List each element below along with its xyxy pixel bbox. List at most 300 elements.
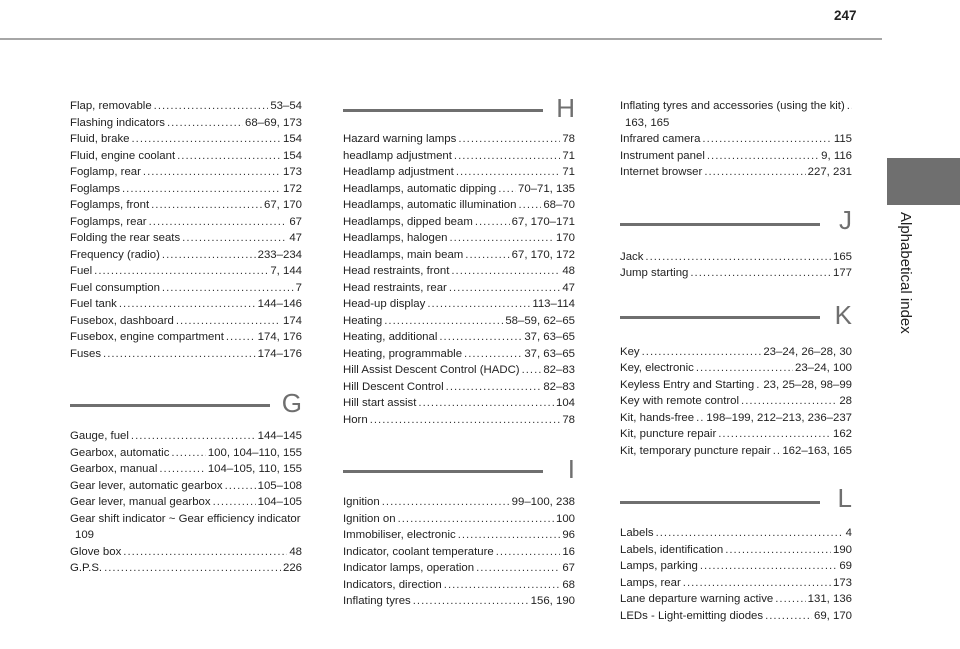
entry-term: Foglamps	[70, 182, 121, 195]
index-column-3	[620, 98, 852, 624]
entry-term: Indicator lamps, operation	[343, 562, 475, 574]
index-entry	[70, 197, 302, 214]
leader-dots	[458, 131, 560, 148]
index-entry	[70, 461, 302, 478]
index-entry	[343, 214, 575, 231]
index-entry	[70, 445, 302, 462]
leader-dots	[725, 542, 831, 559]
entry-pages: 82–83	[543, 380, 575, 393]
page-number: 247	[834, 8, 857, 23]
index-entry	[620, 98, 852, 131]
entry-term: Fuses	[70, 347, 102, 360]
entry-pages: 67, 170–171	[511, 215, 575, 228]
entry-term: Fluid, engine coolant	[70, 149, 176, 162]
index-entry	[620, 410, 852, 427]
index-entry	[70, 560, 302, 577]
side-tab-label: Alphabetical index	[897, 212, 914, 334]
index-entry	[70, 247, 302, 264]
entry-pages: 144–146	[257, 298, 302, 310]
leader-dots	[225, 478, 256, 495]
leader-dots	[162, 280, 294, 297]
entry-pages: 7	[295, 281, 302, 294]
leader-dots	[427, 296, 530, 313]
leader-dots	[167, 115, 243, 132]
entry-pages: 163, 165	[625, 116, 670, 129]
index-entry	[343, 494, 575, 511]
entry-term: Indicators, direction	[343, 578, 442, 591]
index-entry	[620, 265, 852, 282]
section-rule	[620, 316, 820, 319]
leader-dots	[119, 296, 256, 313]
leader-dots	[690, 265, 831, 282]
leader-dots	[450, 230, 554, 247]
index-entry	[343, 329, 575, 346]
index-entry	[343, 544, 575, 561]
entry-term: LEDs - Light-emitting diodes	[620, 609, 764, 622]
leader-dots	[94, 263, 268, 280]
entry-term: Fluid, brake	[70, 133, 130, 145]
entry-term: G.P.S.	[70, 562, 103, 574]
entry-pages: 99–100, 238	[511, 496, 575, 508]
leader-dots	[656, 525, 844, 542]
section-header-g	[70, 388, 302, 428]
entry-term: headlamp adjustment	[343, 149, 452, 162]
entry-pages: 67, 170, 172	[511, 248, 575, 261]
index-entry	[343, 263, 575, 280]
index-entry	[343, 560, 575, 577]
index-entry	[343, 362, 575, 379]
index-column-2	[343, 93, 575, 610]
section-rule	[620, 501, 820, 504]
leader-dots	[741, 393, 837, 410]
entry-term: Indicator, coolant temperature	[343, 545, 494, 558]
entry-pages: 37, 63–65	[524, 331, 575, 343]
index-entry	[70, 511, 302, 544]
leader-dots	[775, 591, 805, 608]
entry-pages: 68	[562, 578, 575, 591]
entry-term: Headlamp adjustment	[343, 166, 454, 178]
side-tab	[887, 158, 960, 205]
entry-term: Headlamps, automatic illumination	[343, 199, 517, 211]
leader-dots	[132, 131, 281, 148]
entry-term: Fuel tank	[70, 298, 117, 310]
leader-dots	[645, 249, 831, 266]
entries-i-continued	[620, 131, 852, 181]
leader-dots	[171, 445, 205, 462]
entry-term: Gear lever, manual gearbox	[70, 496, 211, 508]
entry-term: Infrared camera	[620, 133, 701, 145]
leader-dots	[765, 608, 812, 625]
leader-dots	[696, 410, 704, 427]
entry-term: Fusebox, engine compartment	[70, 331, 224, 343]
entry-term: Instrument panel	[620, 149, 705, 162]
entry-term: Headlamps, main beam	[343, 248, 464, 261]
index-entry	[620, 360, 852, 377]
entry-pages: 105–108	[257, 479, 302, 492]
leader-dots	[123, 544, 287, 561]
entry-pages: 16	[562, 545, 575, 558]
section-header-i	[343, 454, 575, 494]
entry-pages: 58–59, 62–65	[505, 314, 575, 327]
entries-j	[620, 249, 852, 282]
top-rule	[0, 38, 882, 40]
entry-term: Kit, temporary puncture repair	[620, 444, 771, 457]
leader-dots	[177, 148, 281, 165]
entry-pages: 174	[282, 314, 302, 327]
index-entry	[620, 591, 852, 608]
index-entry	[620, 558, 852, 575]
entry-term: Gear shift indicator ~ Gear efficiency indicator	[70, 512, 301, 525]
entry-pages: 47	[289, 232, 302, 244]
entry-pages: 96	[562, 529, 575, 541]
leader-dots	[439, 329, 522, 346]
entry-pages: 162–163, 165	[782, 444, 852, 457]
index-entry	[70, 98, 302, 115]
index-entry	[620, 377, 852, 394]
entry-pages: 23–24, 100	[794, 362, 852, 374]
index-entry	[620, 608, 852, 625]
entry-term: Flashing indicators	[70, 116, 165, 129]
leader-dots	[226, 329, 256, 346]
section-letter-l: L	[837, 483, 852, 513]
entry-term: Fuel consumption	[70, 281, 160, 294]
entry-term: Key with remote control	[620, 395, 740, 407]
index-entry	[343, 247, 575, 264]
entry-pages: 69, 170	[813, 609, 852, 622]
entry-term: Labels, identification	[620, 543, 724, 556]
entry-pages: 100	[555, 512, 575, 525]
entry-pages: 82–83	[543, 364, 575, 376]
index-entry	[343, 131, 575, 148]
entry-pages: 68–69, 173	[244, 116, 302, 129]
entry-term: Headlamps, automatic dipping	[343, 182, 497, 195]
section-letter-k: K	[834, 299, 852, 330]
entry-pages: 131, 136	[807, 593, 852, 605]
entry-term: Foglamps, rear	[70, 215, 147, 228]
entry-term: Heating, additional	[343, 331, 438, 343]
leader-dots	[496, 544, 561, 561]
entries-k	[620, 344, 852, 460]
entry-pages: 174, 176	[257, 331, 302, 343]
entry-pages: 48	[289, 545, 302, 558]
index-entry	[343, 296, 575, 313]
entry-pages: 67	[289, 215, 302, 228]
entries-i	[343, 494, 575, 610]
section-header-j	[620, 205, 852, 249]
index-entry	[343, 412, 575, 429]
leader-dots	[213, 494, 256, 511]
leader-dots	[449, 280, 561, 297]
index-entry	[343, 577, 575, 594]
section-letter-j: J	[839, 204, 852, 235]
index-entry	[620, 542, 852, 559]
leader-dots	[458, 527, 561, 544]
index-entry	[343, 593, 575, 610]
leader-dots	[522, 362, 542, 379]
entry-term: Gearbox, manual	[70, 463, 158, 475]
entry-pages: 23–24, 26–28, 30	[763, 345, 852, 358]
index-entry	[70, 148, 302, 165]
entry-pages: 71	[562, 149, 575, 162]
section-header-k	[620, 300, 852, 344]
entry-term: Head restraints, front	[343, 265, 450, 277]
section-rule	[620, 223, 820, 226]
entry-pages: 104–105	[257, 496, 302, 508]
index-entry	[620, 426, 852, 443]
entry-term: Head-up display	[343, 298, 426, 310]
index-entry	[343, 197, 575, 214]
index-entry	[343, 230, 575, 247]
entry-term: Horn	[343, 413, 368, 426]
entry-pages: 165	[832, 250, 852, 263]
entry-term: Gearbox, automatic	[70, 446, 170, 459]
leader-dots	[465, 247, 509, 264]
index-entry	[620, 148, 852, 165]
entry-pages: 177	[832, 267, 852, 279]
entry-term: Lane departure warning active	[620, 593, 774, 605]
index-entry	[343, 164, 575, 181]
entry-term: Key, electronic	[620, 362, 694, 374]
entry-term: Gauge, fuel	[70, 430, 129, 442]
entry-term: Gear lever, automatic gearbox	[70, 479, 223, 492]
leader-dots	[398, 511, 554, 528]
entry-term: Flap, removable	[70, 100, 152, 112]
index-entry	[70, 428, 302, 445]
entry-term: Hill Assist Descent Control (HADC)	[343, 364, 520, 376]
entry-term: Inflating tyres and accessories (using the kit)	[620, 100, 845, 112]
leader-dots	[773, 443, 781, 460]
entry-term: Hill start assist	[343, 397, 417, 409]
entry-term: Jack	[620, 250, 644, 263]
leader-dots	[176, 313, 281, 330]
leader-dots	[104, 560, 281, 577]
entries-f	[70, 98, 302, 362]
index-entry	[70, 544, 302, 561]
leader-dots	[382, 494, 510, 511]
entry-term: Inflating tyres	[343, 595, 411, 607]
entry-term: Hill Descent Control	[343, 380, 444, 393]
entry-pages: 67, 170	[263, 199, 302, 211]
index-entry	[70, 214, 302, 231]
entry-pages: 170	[555, 232, 575, 244]
entry-term: Glove box	[70, 545, 122, 558]
entry-pages: 67	[562, 562, 575, 574]
index-entry	[70, 263, 302, 280]
entry-pages: 78	[562, 133, 575, 145]
index-entry	[343, 395, 575, 412]
section-header-h	[343, 93, 575, 131]
entry-pages: 162	[832, 428, 852, 440]
index-entry	[343, 148, 575, 165]
leader-dots	[718, 426, 831, 443]
section-letter-g: G	[281, 388, 302, 418]
entry-term: Fuel	[70, 265, 93, 277]
entry-term: Head restraints, rear	[343, 281, 447, 294]
index-entry	[343, 313, 575, 330]
entry-pages: 109	[75, 529, 95, 541]
leader-dots	[696, 360, 793, 377]
index-entry	[70, 181, 302, 198]
entries-l	[620, 525, 852, 624]
entry-term: Lamps, rear	[620, 576, 681, 589]
entry-term: Kit, hands-free	[620, 411, 695, 424]
leader-dots	[370, 412, 561, 429]
leader-dots	[704, 164, 805, 181]
entry-term: Keyless Entry and Starting	[620, 378, 755, 391]
entry-pages: 47	[562, 281, 575, 294]
entry-pages: 198–199, 212–213, 236–237	[706, 411, 852, 424]
leader-dots	[642, 344, 762, 361]
entry-term: Ignition on	[343, 512, 396, 525]
index-entry	[620, 249, 852, 266]
entry-term: Jump starting	[620, 267, 689, 279]
entry-term: Heating, programmable	[343, 347, 463, 360]
entry-pages: 172	[282, 182, 302, 195]
entry-term: Fusebox, dashboard	[70, 314, 174, 327]
entry-term: Foglamp, rear	[70, 166, 141, 178]
index-entry	[70, 280, 302, 297]
entry-pages: 71	[562, 166, 575, 178]
index-entry	[620, 393, 852, 410]
leader-dots	[475, 214, 510, 231]
leader-dots	[131, 428, 256, 445]
section-rule	[343, 109, 543, 112]
entry-pages: 113–114	[532, 298, 575, 310]
leader-dots	[384, 313, 503, 330]
entry-pages: 174–176	[257, 347, 302, 360]
index-entry	[343, 280, 575, 297]
index-entry	[620, 443, 852, 460]
entry-pages: 190	[832, 543, 852, 556]
entry-term: Headlamps, dipped beam	[343, 215, 473, 228]
entry-term: Folding the rear seats	[70, 232, 181, 244]
entry-pages: 9, 116	[821, 149, 852, 162]
entry-term: Heating	[343, 314, 383, 327]
leader-dots	[182, 230, 287, 247]
entry-term: Headlamps, halogen	[343, 232, 448, 244]
leader-dots	[444, 577, 561, 594]
entry-term: Lamps, parking	[620, 560, 698, 572]
entry-pages: 226	[282, 562, 302, 574]
index-entry	[620, 131, 852, 148]
index-entry	[70, 346, 302, 363]
entry-pages: 28	[839, 395, 852, 407]
entry-pages: 173	[282, 166, 302, 178]
leader-dots	[162, 247, 256, 264]
section-rule	[343, 470, 543, 473]
entry-pages: 173	[832, 576, 852, 589]
index-entry	[70, 494, 302, 511]
entry-pages: 104	[555, 397, 575, 409]
index-entry	[70, 313, 302, 330]
entry-term: Immobiliser, electronic	[343, 529, 456, 541]
index-entry	[70, 115, 302, 132]
index-entry	[70, 131, 302, 148]
entry-pages: 156, 190	[530, 595, 575, 607]
entry-pages: 144–145	[257, 430, 302, 442]
index-entry	[70, 329, 302, 346]
leader-dots	[154, 98, 269, 115]
entry-pages: 37, 63–65	[524, 347, 575, 360]
entries-g	[70, 428, 302, 511]
entry-pages: 100, 104–110, 155	[207, 446, 302, 459]
leader-dots	[756, 377, 761, 394]
section-header-l	[620, 483, 852, 525]
index-entry	[70, 230, 302, 247]
leader-dots	[476, 560, 560, 577]
index-entry	[620, 525, 852, 542]
index-entry	[70, 478, 302, 495]
leader-dots	[451, 263, 560, 280]
index-entry	[620, 344, 852, 361]
entry-term: Hazard warning lamps	[343, 133, 457, 145]
section-letter-i: I	[567, 454, 575, 484]
entry-term: Labels	[620, 527, 654, 539]
leader-dots	[149, 214, 288, 231]
entry-pages: 48	[562, 265, 575, 277]
leader-dots	[498, 181, 516, 198]
index-entry	[343, 181, 575, 198]
section-rule	[70, 404, 270, 407]
entry-term: Ignition	[343, 496, 380, 508]
leader-dots	[456, 164, 561, 181]
entry-pages: 68–70	[543, 199, 575, 211]
index-entry	[343, 511, 575, 528]
index-entry	[343, 379, 575, 396]
index-entry	[70, 296, 302, 313]
index-column-1	[70, 98, 302, 577]
entry-pages: 23, 25–28, 98–99	[763, 378, 852, 391]
leader-dots	[700, 558, 837, 575]
entry-pages: 53–54	[270, 100, 302, 112]
entry-pages: 4	[845, 527, 852, 539]
entry-pages: 104–105, 110, 155	[207, 463, 302, 475]
leader-dots	[159, 461, 205, 478]
entry-pages: 115	[833, 133, 852, 145]
entry-pages: 233–234	[257, 248, 302, 261]
entries-h	[343, 131, 575, 428]
entry-pages: 154	[282, 133, 302, 145]
entry-term: Kit, puncture repair	[620, 428, 717, 440]
entries-g-continued	[70, 544, 302, 577]
index-entry	[343, 527, 575, 544]
index-entry	[70, 164, 302, 181]
leader-dots	[151, 197, 262, 214]
entry-pages: 227, 231	[807, 166, 852, 178]
entry-term: Key	[620, 345, 640, 358]
entry-pages: 154	[282, 149, 302, 162]
leader-dots	[454, 148, 560, 165]
entry-term: Frequency (radio)	[70, 248, 160, 261]
entry-pages: 69	[839, 560, 852, 572]
leader-dots	[418, 395, 554, 412]
leader-dots	[446, 379, 542, 396]
leader-dots	[143, 164, 281, 181]
section-letter-h: H	[556, 93, 575, 123]
entry-term: Foglamps, front	[70, 199, 150, 211]
leader-dots	[122, 181, 281, 198]
index-entry	[620, 164, 852, 181]
leader-dots	[683, 575, 831, 592]
entry-pages: 78	[562, 413, 575, 426]
index-entry	[620, 575, 852, 592]
entry-pages: 7, 144	[270, 265, 302, 277]
leader-dots	[464, 346, 522, 363]
leader-dots	[702, 131, 831, 148]
leader-dots	[707, 148, 819, 165]
entry-term: Internet browser	[620, 166, 703, 178]
leader-dots	[518, 197, 541, 214]
